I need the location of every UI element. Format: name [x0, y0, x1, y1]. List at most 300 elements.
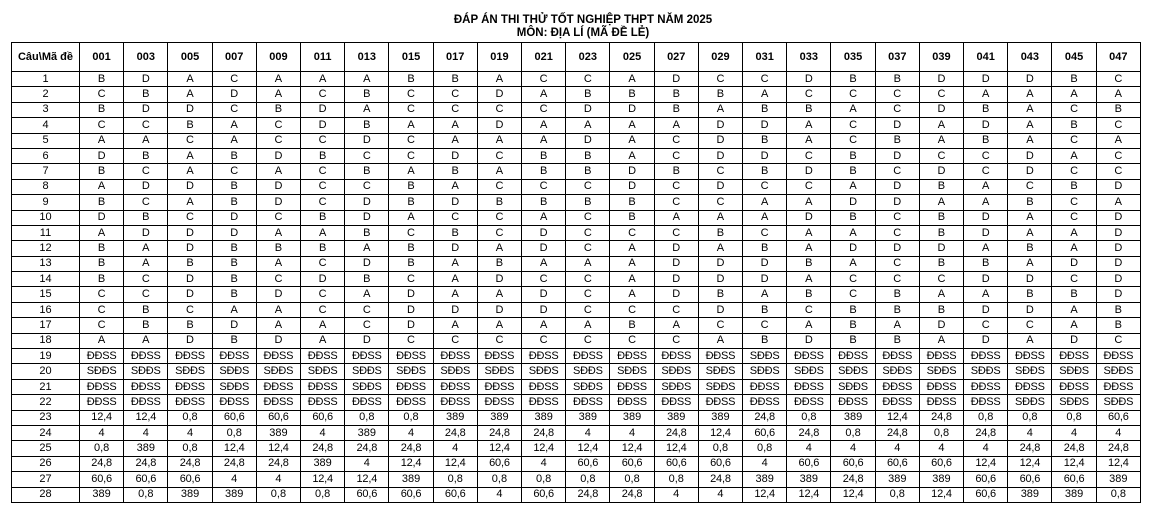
answer-cell: 60,6 — [654, 456, 698, 471]
answer-cell: B — [522, 148, 566, 163]
answer-cell: A — [477, 72, 521, 87]
answer-cell: 4 — [80, 425, 124, 440]
answer-cell: B — [831, 318, 875, 333]
answer-cell: C — [522, 179, 566, 194]
exam-code-header: 035 — [831, 43, 875, 72]
answer-cell: B — [831, 210, 875, 225]
answer-cell: D — [477, 118, 521, 133]
answer-cell: A — [124, 241, 168, 256]
answer-cell: B — [301, 210, 345, 225]
answer-cell: D — [212, 225, 256, 240]
answer-cell: A — [743, 87, 787, 102]
answer-cell: ĐĐSS — [80, 349, 124, 364]
answer-cell: D — [1008, 302, 1052, 317]
answer-cell: A — [831, 179, 875, 194]
table-row — [12, 441, 1141, 456]
exam-code-header: 001 — [80, 43, 124, 72]
answer-cell: B — [964, 256, 1008, 271]
answer-cell: B — [875, 302, 919, 317]
answer-cell: B — [1008, 195, 1052, 210]
answer-cell: A — [212, 302, 256, 317]
answer-cell: 12,4 — [964, 456, 1008, 471]
answer-cell: ĐĐSS — [256, 395, 300, 410]
answer-cell: D — [919, 72, 963, 87]
answer-cell: B — [610, 87, 654, 102]
answer-cell: D — [256, 333, 300, 348]
answer-cell: D — [1052, 333, 1096, 348]
answer-cell: 4 — [345, 456, 389, 471]
table-row — [12, 318, 1141, 333]
answer-cell: B — [345, 87, 389, 102]
answer-cell: A — [566, 118, 610, 133]
answer-cell: D — [610, 179, 654, 194]
answer-cell: 0,8 — [743, 441, 787, 456]
answer-cell: C — [124, 287, 168, 302]
answer-cell: ĐĐSS — [1096, 379, 1140, 394]
table-row — [12, 195, 1141, 210]
answer-cell: C — [875, 256, 919, 271]
question-number: 2 — [12, 87, 80, 102]
answer-cell: C — [566, 225, 610, 240]
answer-cell: A — [1096, 195, 1140, 210]
answer-cell: B — [256, 241, 300, 256]
answer-cell: 12,4 — [389, 456, 433, 471]
answer-cell: A — [1052, 241, 1096, 256]
corner-header: Câu\Mã đề — [12, 43, 80, 72]
answer-cell: C — [566, 210, 610, 225]
answer-cell: B — [919, 210, 963, 225]
exam-code-header: 033 — [787, 43, 831, 72]
answer-cell: A — [875, 318, 919, 333]
answer-cell: 389 — [256, 425, 300, 440]
answer-cell: C — [1096, 72, 1140, 87]
answer-cell: B — [831, 302, 875, 317]
answer-cell: A — [80, 333, 124, 348]
answer-cell: A — [698, 333, 742, 348]
answer-cell: ĐĐSS — [787, 349, 831, 364]
answer-cell: 0,8 — [1096, 487, 1140, 502]
answer-cell: A — [345, 241, 389, 256]
answer-cell: D — [124, 72, 168, 87]
answer-cell: A — [1052, 225, 1096, 240]
answer-cell: B — [80, 72, 124, 87]
answer-cell: 4 — [743, 456, 787, 471]
answer-cell: ĐĐSS — [301, 349, 345, 364]
answer-cell: 389 — [1052, 487, 1096, 502]
answer-cell: C — [698, 195, 742, 210]
answer-cell: ĐĐSS — [698, 349, 742, 364]
answer-cell: C — [1008, 318, 1052, 333]
answer-cell: D — [831, 195, 875, 210]
answer-cell: C — [301, 302, 345, 317]
answer-cell: D — [964, 272, 1008, 287]
answer-cell: 12,4 — [875, 410, 919, 425]
answer-cell: SĐĐS — [919, 364, 963, 379]
answer-cell: A — [522, 210, 566, 225]
answer-cell: C — [654, 179, 698, 194]
answer-cell: C — [743, 72, 787, 87]
answer-cell: ĐĐSS — [1052, 349, 1096, 364]
answer-cell: 4 — [212, 472, 256, 487]
answer-cell: B — [256, 102, 300, 117]
answer-cell: ĐĐSS — [80, 395, 124, 410]
answer-cell: D — [256, 195, 300, 210]
answer-cell: 60,6 — [345, 487, 389, 502]
answer-cell: C — [919, 272, 963, 287]
answer-cell: A — [433, 179, 477, 194]
answer-cell: ĐĐSS — [389, 395, 433, 410]
table-row — [12, 118, 1141, 133]
answer-cell: C — [1052, 195, 1096, 210]
answer-cell: 389 — [124, 441, 168, 456]
answer-cell: 4 — [124, 425, 168, 440]
answer-cell: 389 — [919, 472, 963, 487]
answer-cell: D — [80, 148, 124, 163]
question-number: 16 — [12, 302, 80, 317]
answer-cell: 389 — [80, 487, 124, 502]
answer-cell: 60,6 — [80, 472, 124, 487]
answer-cell: ĐĐSS — [875, 349, 919, 364]
answer-cell: ĐĐSS — [787, 379, 831, 394]
answer-cell: ĐĐSS — [522, 395, 566, 410]
answer-cell: A — [610, 287, 654, 302]
answer-cell: D — [301, 118, 345, 133]
answer-cell: ĐĐSS — [124, 379, 168, 394]
answer-cell: A — [1008, 118, 1052, 133]
answer-cell: C — [610, 302, 654, 317]
question-number: 9 — [12, 195, 80, 210]
answer-cell: 60,6 — [522, 487, 566, 502]
answer-cell: 12,4 — [433, 456, 477, 471]
answer-cell: C — [787, 302, 831, 317]
answer-cell: B — [389, 241, 433, 256]
answer-cell: D — [698, 179, 742, 194]
answer-cell: D — [168, 102, 212, 117]
answer-cell: 389 — [477, 410, 521, 425]
answer-cell: C — [654, 195, 698, 210]
answer-cell: C — [124, 272, 168, 287]
answer-cell: D — [301, 272, 345, 287]
exam-code-header: 007 — [212, 43, 256, 72]
answer-cell: C — [80, 302, 124, 317]
answer-cell: A — [787, 225, 831, 240]
answer-cell: 60,6 — [787, 456, 831, 471]
answer-cell: D — [698, 118, 742, 133]
answer-cell: D — [787, 333, 831, 348]
answer-cell: D — [610, 164, 654, 179]
question-number: 25 — [12, 441, 80, 456]
answer-cell: 24,8 — [698, 472, 742, 487]
answer-cell: 4 — [522, 456, 566, 471]
answer-cell: C — [919, 87, 963, 102]
answer-cell: 24,8 — [964, 425, 1008, 440]
answer-cell: C — [654, 225, 698, 240]
answer-cell: A — [477, 318, 521, 333]
answer-cell: C — [477, 333, 521, 348]
answer-cell: ĐĐSS — [389, 349, 433, 364]
answer-cell: B — [212, 195, 256, 210]
answer-cell: C — [433, 102, 477, 117]
answer-cell: D — [389, 318, 433, 333]
answer-cell: ĐĐSS — [168, 379, 212, 394]
answer-cell: A — [698, 210, 742, 225]
answer-cell: 12,4 — [301, 472, 345, 487]
answer-cell: D — [256, 287, 300, 302]
answer-cell: D — [1096, 256, 1140, 271]
answer-cell: A — [477, 133, 521, 148]
answer-cell: A — [256, 256, 300, 271]
answer-cell: B — [698, 87, 742, 102]
answer-cell: B — [345, 225, 389, 240]
exam-code-header: 015 — [389, 43, 433, 72]
question-number: 27 — [12, 472, 80, 487]
answer-cell: A — [168, 87, 212, 102]
exam-code-header: 031 — [743, 43, 787, 72]
answer-cell: ĐĐSS — [964, 379, 1008, 394]
answer-cell: SĐĐS — [256, 364, 300, 379]
answer-cell: 24,8 — [389, 441, 433, 456]
answer-cell: ĐĐSS — [743, 395, 787, 410]
answer-cell: A — [743, 210, 787, 225]
answer-cell: 24,8 — [610, 487, 654, 502]
answer-cell: D — [433, 302, 477, 317]
answer-cell: A — [168, 72, 212, 87]
answer-cell: 0,8 — [345, 410, 389, 425]
answer-cell: B — [345, 118, 389, 133]
answer-cell: ĐĐSS — [433, 349, 477, 364]
answer-cell: A — [919, 195, 963, 210]
answer-cell: B — [831, 72, 875, 87]
answer-cell: D — [1008, 164, 1052, 179]
answer-cell: A — [389, 164, 433, 179]
answer-cell: 24,8 — [212, 456, 256, 471]
answer-cell: D — [654, 72, 698, 87]
answer-cell: 12,4 — [124, 410, 168, 425]
answer-cell: B — [654, 164, 698, 179]
answer-cell: ĐĐSS — [212, 349, 256, 364]
answer-cell: A — [522, 118, 566, 133]
answer-cell: B — [566, 195, 610, 210]
answer-cell: D — [345, 333, 389, 348]
answer-cell: B — [875, 133, 919, 148]
answer-cell: A — [610, 256, 654, 271]
exam-code-header: 013 — [345, 43, 389, 72]
answer-cell: SĐĐS — [168, 364, 212, 379]
answer-cell: SĐĐS — [566, 364, 610, 379]
answer-cell: A — [345, 72, 389, 87]
answer-cell: D — [919, 241, 963, 256]
answer-cell: B — [1096, 102, 1140, 117]
answer-cell: 4 — [698, 487, 742, 502]
table-row — [12, 179, 1141, 194]
answer-cell: 12,4 — [1096, 456, 1140, 471]
answer-cell: ĐĐSS — [875, 395, 919, 410]
answer-cell: B — [433, 72, 477, 87]
answer-cell: 60,6 — [256, 410, 300, 425]
table-row — [12, 133, 1141, 148]
answer-cell: ĐĐSS — [433, 379, 477, 394]
answer-cell: B — [1096, 318, 1140, 333]
answer-cell: 24,8 — [168, 456, 212, 471]
answer-cell: 4 — [477, 487, 521, 502]
table-row — [12, 287, 1141, 302]
answer-cell: A — [212, 118, 256, 133]
answer-cell: 60,6 — [1096, 410, 1140, 425]
answer-cell: A — [654, 318, 698, 333]
answer-cell: C — [1052, 102, 1096, 117]
exam-code-header: 005 — [168, 43, 212, 72]
answer-cell: C — [80, 318, 124, 333]
answer-cell: B — [477, 195, 521, 210]
answer-cell: ĐĐSS — [345, 349, 389, 364]
answer-cell: C — [345, 318, 389, 333]
answer-cell: 389 — [522, 410, 566, 425]
answer-cell: C — [124, 195, 168, 210]
question-number: 21 — [12, 379, 80, 394]
answer-cell: D — [389, 287, 433, 302]
answer-cell: ĐĐSS — [212, 395, 256, 410]
answer-cell: ĐĐSS — [477, 395, 521, 410]
answer-cell: D — [698, 272, 742, 287]
answer-cell: SĐĐS — [610, 364, 654, 379]
answer-cell: 389 — [610, 410, 654, 425]
answer-cell: C — [522, 102, 566, 117]
answer-cell: D — [522, 302, 566, 317]
answer-cell: D — [477, 272, 521, 287]
answer-cell: C — [301, 195, 345, 210]
answer-cell: D — [477, 87, 521, 102]
answer-cell: D — [743, 118, 787, 133]
answer-cell: 12,4 — [345, 472, 389, 487]
answer-cell: 0,8 — [124, 487, 168, 502]
answer-cell: 12,4 — [654, 441, 698, 456]
answer-cell: D — [654, 287, 698, 302]
answer-cell: SĐĐS — [654, 379, 698, 394]
answer-cell: 389 — [345, 425, 389, 440]
table-row — [12, 256, 1141, 271]
answer-cell: 60,6 — [566, 456, 610, 471]
answer-cell: 389 — [875, 472, 919, 487]
answer-cell: D — [875, 179, 919, 194]
answer-cell: A — [80, 179, 124, 194]
answer-cell: D — [522, 225, 566, 240]
answer-cell: A — [256, 225, 300, 240]
answer-cell: SĐĐS — [433, 364, 477, 379]
answer-cell: ĐĐSS — [919, 395, 963, 410]
answer-cell: 60,6 — [124, 472, 168, 487]
answer-cell: 60,6 — [301, 410, 345, 425]
answer-cell: D — [124, 179, 168, 194]
answer-cell: 24,8 — [433, 425, 477, 440]
answer-cell: ĐĐSS — [919, 379, 963, 394]
question-number: 15 — [12, 287, 80, 302]
answer-cell: SĐĐS — [1052, 395, 1096, 410]
answer-cell: A — [256, 72, 300, 87]
answer-cell: SĐĐS — [1096, 395, 1140, 410]
answer-cell: 0,8 — [168, 441, 212, 456]
answer-cell: 0,8 — [831, 425, 875, 440]
exam-code-header: 017 — [433, 43, 477, 72]
answer-cell: C — [831, 287, 875, 302]
answer-cell: A — [168, 195, 212, 210]
exam-code-header: 025 — [610, 43, 654, 72]
answer-cell: D — [964, 118, 1008, 133]
answer-cell: A — [787, 318, 831, 333]
answer-cell: 24,8 — [787, 425, 831, 440]
answer-cell: 24,8 — [1052, 441, 1096, 456]
answer-cell: SĐĐS — [566, 379, 610, 394]
answer-cell: D — [743, 272, 787, 287]
answer-cell: ĐĐSS — [256, 349, 300, 364]
answer-cell: C — [566, 241, 610, 256]
answer-cell: 0,8 — [654, 472, 698, 487]
answer-cell: D — [477, 302, 521, 317]
answer-cell: A — [522, 87, 566, 102]
answer-cell: ĐĐSS — [566, 349, 610, 364]
answer-cell: D — [345, 210, 389, 225]
answer-cell: 60,6 — [964, 472, 1008, 487]
answer-cell: D — [1008, 72, 1052, 87]
answer-cell: C — [610, 333, 654, 348]
answer-cell: B — [212, 148, 256, 163]
answer-cell: A — [256, 87, 300, 102]
answer-cell: ĐĐSS — [477, 349, 521, 364]
table-row — [12, 225, 1141, 240]
answer-cell: 4 — [168, 425, 212, 440]
answer-cell: C — [787, 87, 831, 102]
answer-cell: SĐĐS — [654, 364, 698, 379]
answer-cell: B — [743, 164, 787, 179]
answer-cell: 4 — [301, 425, 345, 440]
answer-cell: B — [80, 195, 124, 210]
answer-cell: 389 — [168, 487, 212, 502]
answer-cell: C — [389, 272, 433, 287]
answer-cell: C — [80, 87, 124, 102]
answer-cell: B — [80, 164, 124, 179]
answer-cell: A — [964, 87, 1008, 102]
answer-cell: 60,6 — [743, 425, 787, 440]
answer-cell: B — [566, 148, 610, 163]
answer-cell: B — [964, 102, 1008, 117]
answer-cell: A — [1052, 318, 1096, 333]
answer-cell: SĐĐS — [80, 364, 124, 379]
answer-cell: 60,6 — [875, 456, 919, 471]
answer-cell: A — [1096, 133, 1140, 148]
table-row — [12, 210, 1141, 225]
answer-cell: 24,8 — [301, 441, 345, 456]
answer-cell: A — [964, 195, 1008, 210]
answer-cell: C — [1096, 148, 1140, 163]
answer-cell: D — [875, 241, 919, 256]
answer-cell: C — [212, 164, 256, 179]
answer-cell: ĐĐSS — [919, 349, 963, 364]
answer-cell: C — [919, 148, 963, 163]
answer-cell: A — [919, 333, 963, 348]
answer-cell: 0,8 — [389, 410, 433, 425]
answer-cell: D — [1008, 272, 1052, 287]
answer-cell: B — [389, 179, 433, 194]
answer-cell: B — [919, 256, 963, 271]
answer-cell: D — [610, 102, 654, 117]
answer-cell: 0,8 — [566, 472, 610, 487]
answer-cell: 12,4 — [80, 410, 124, 425]
answer-cell: 4 — [1008, 425, 1052, 440]
table-row — [12, 425, 1141, 440]
answer-cell: 4 — [610, 425, 654, 440]
answer-cell: 24,8 — [80, 456, 124, 471]
answer-cell: ĐĐSS — [566, 395, 610, 410]
answer-cell: A — [1052, 148, 1096, 163]
